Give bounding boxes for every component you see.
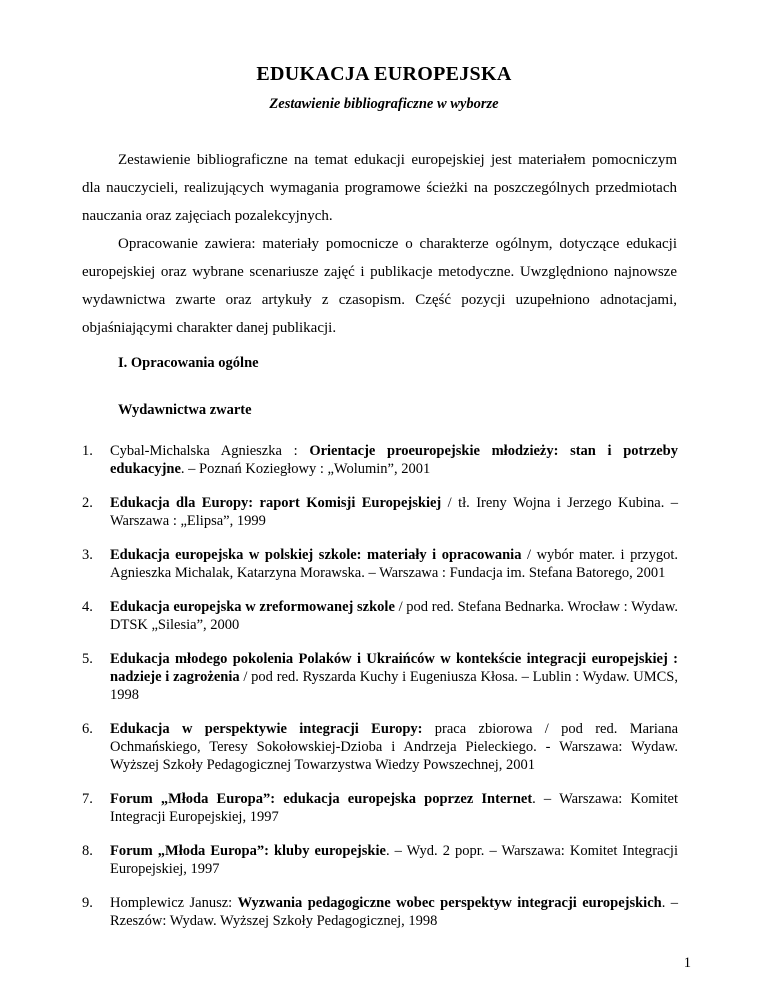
entry-author: Cybal-Michalska Agnieszka : xyxy=(110,443,310,459)
entry-number: 8. xyxy=(82,843,93,859)
entry-number: 3. xyxy=(82,547,93,563)
entry-title: Edukacja europejska w polskiej szkole: materiały i opracowania xyxy=(110,547,522,563)
bibliography-entry xyxy=(82,720,678,774)
entry-number: 5. xyxy=(82,651,93,667)
bibliography-entry xyxy=(82,790,678,826)
entry-number: 9. xyxy=(82,895,93,911)
entry-number: 2. xyxy=(82,495,93,511)
document-subtitle: Zestawienie bibliograficzne w wyborze xyxy=(269,96,499,112)
bibliography-entry xyxy=(82,650,678,704)
entry-details: praca zbiorowa / pod red. Mariana Ochmańskiego, Teresy Sokołowskiej-Dzioba i Andrzeja Pieleckiego. - Warszawa: Wydaw. Wyższej Szkoły Pedagogicznej Towarzystwa Wiedzy Powszechnej, 2001 xyxy=(110,721,678,773)
page-number: 1 xyxy=(683,955,691,971)
bibliography-entry xyxy=(82,842,678,878)
entry-details: . – Poznań Koziegłowy : „Wolumin”, 2001 xyxy=(180,461,431,477)
bibliography-entry xyxy=(82,442,678,478)
entry-details: / tł. Ireny Wojna i Jerzego Kubina. – Warszawa : „Elipsa”, 1999 xyxy=(110,495,678,529)
entry-title: Wyzwania pedagogiczne wobec perspektyw integracji europejskich xyxy=(237,895,662,911)
entry-number: 7. xyxy=(82,791,93,807)
entry-details: / pod red. Ryszarda Kuchy i Eugeniusza Kłosa. – Lublin : Wydaw. UMCS, 1998 xyxy=(110,669,678,703)
entry-title: Edukacja dla Europy: raport Komisji Europejskiej xyxy=(110,495,442,511)
bibliography-list xyxy=(82,442,678,946)
document-title: EDUKACJA EUROPEJSKA xyxy=(256,63,512,85)
bibliography-entry xyxy=(82,494,678,530)
entry-title: Edukacja młodego pokolenia Polaków i Ukraińców w kontekście integracji europejskiej : nadzieje i zagrożenia xyxy=(110,651,678,685)
subsection-heading: Wydawnictwa zwarte xyxy=(118,402,252,418)
bibliography-entry xyxy=(82,894,678,930)
bibliography-entry xyxy=(82,546,678,582)
intro-paragraph: Zestawienie bibliograficzne na temat edukacji europejskiej jest materiałem pomocniczym dla nauczycieli, realizujących wymagania programowe ścieżki na poszczególnych przedmiotach nauczania oraz zajęciach pozalekcyjnych. xyxy=(82,152,677,224)
entry-number: 1. xyxy=(82,443,93,459)
entry-details: . – Warszawa: Komitet Integracji Europejskiej, 1997 xyxy=(110,791,678,825)
intro-paragraph: Opracowanie zawiera: materiały pomocnicze o charakterze ogólnym, dotyczące edukacji europejskiej oraz wybrane scenariusze zajęć i publikacje metodyczne. Uwzględniono najnowsze wydawnictwa zwarte oraz artykuły z czasopism. Część pozycji uzupełniono adnotacjami, objaśniającymi charakter danej publikacji. xyxy=(82,236,677,336)
entry-details: . – Rzeszów: Wydaw. Wyższej Szkoły Pedagogicznej, 1998 xyxy=(110,895,678,929)
entry-title: Orientacje proeuropejskie młodzieży: stan i potrzeby edukacyjne xyxy=(110,443,679,477)
entry-details: . – Wyd. 2 popr. – Warszawa: Komitet Integracji Europejskiej, 1997 xyxy=(110,843,678,877)
bibliography-entry xyxy=(82,598,678,634)
entry-number: 6. xyxy=(82,721,93,737)
entry-title: Edukacja europejska w zreformowanej szkole xyxy=(110,599,395,615)
section-heading: I. Opracowania ogólne xyxy=(118,355,259,371)
entry-title: Forum „Młoda Europa”: kluby europejskie xyxy=(110,843,386,859)
entry-title: Edukacja w perspektywie integracji Europy: xyxy=(110,721,423,737)
entry-number: 4. xyxy=(82,599,93,615)
entry-author: Homplewicz Janusz: xyxy=(110,895,238,911)
entry-details: / wybór mater. i przygot. Agnieszka Michalak, Katarzyna Morawska. – Warszawa : Fundacja im. Stefana Batorego, 2001 xyxy=(110,547,679,581)
entry-title: Forum „Młoda Europa”: edukacja europejska poprzez Internet xyxy=(110,791,533,807)
entry-details: / pod red. Stefana Bednarka. Wrocław : Wydaw. DTSK „Silesia”, 2000 xyxy=(110,599,678,633)
